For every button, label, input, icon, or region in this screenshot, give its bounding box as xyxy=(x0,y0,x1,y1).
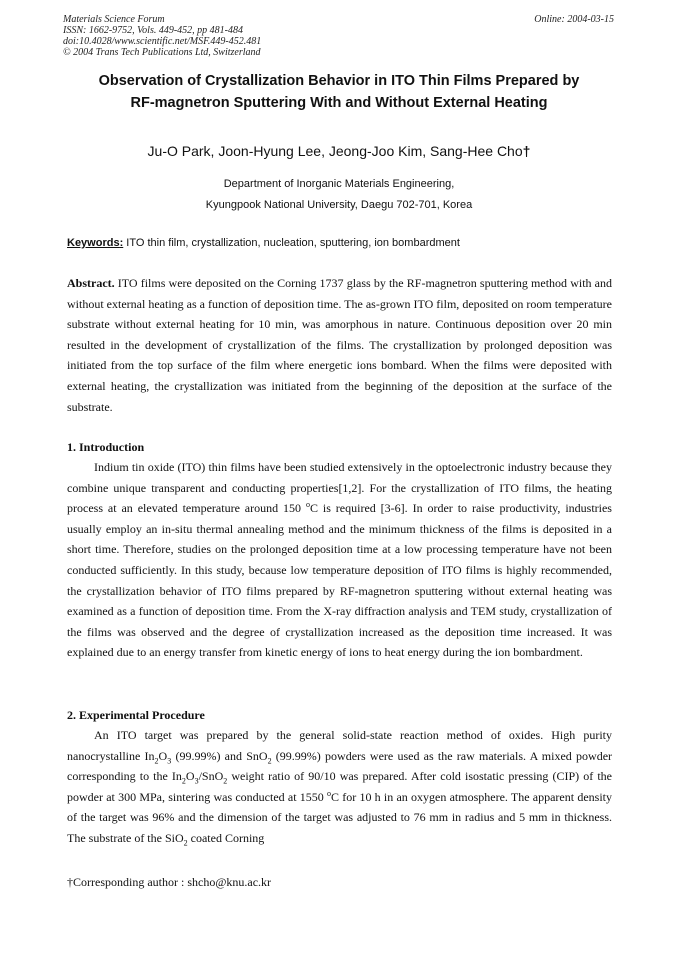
affiliation-line-1: Department of Inorganic Materials Engineering, xyxy=(223,178,455,190)
introduction-paragraph xyxy=(67,457,612,663)
keywords-label-text: Keywords xyxy=(67,237,120,249)
section-heading-introduction: 1. Introduction xyxy=(67,440,145,454)
section-heading-experimental: 2. Experimental Procedure xyxy=(67,708,205,722)
title-line-2: RF-magnetron Sputtering With and Without External Heating xyxy=(130,95,548,111)
keywords-colon: : xyxy=(119,237,124,249)
exp-text: O xyxy=(185,769,195,784)
intro-text-a: Indium tin oxide (ITO) thin films have been studied extensively in the optoelectronic industry because they combine unique transparent and conducting properties[1,2]. For the crystallization of ITO films, the heating process at an elevated temperature around 150 xyxy=(67,460,612,516)
dagger-mark: † xyxy=(522,143,531,159)
journal-name: Materials Science Forum xyxy=(63,14,165,25)
exp-text: coated Corning xyxy=(187,830,265,845)
exp-text: (99.99%) and SnO xyxy=(171,748,268,763)
exp-text: (99.99%) powders were used as the raw materials. A mixed powder corresponding to the In xyxy=(67,748,613,784)
degree-sup: o xyxy=(305,500,310,510)
issn-line: ISSN: 1662-9752, Vols. 449-452, pp 481-484 xyxy=(63,25,243,36)
copyright-line: © 2004 Trans Tech Publications Ltd, Switzerland xyxy=(63,47,261,58)
degree-sup: o xyxy=(327,788,331,798)
title-line-1: Observation of Crystallization Behavior in ITO Thin Films Prepared by xyxy=(98,73,580,89)
exp-text: weight ratio of 90/10 was prepared. After cold isostatic pressing (CIP) of the powder at 300 MPa, sintering was conducted at 1550 xyxy=(67,769,612,804)
footnote xyxy=(67,874,271,890)
abstract-text: ITO films were deposited on the Corning 1737 glass by the RF-magnetron sputtering method with and without external heating as a function of deposition time. The as-grown ITO film, deposited on room temperature substrate without external heating for 10 min, was amorphous in nature. Continuous deposition over 20 min resulted in the development of crystallization of the films. The crystallization by prolonged deposition was initiated from the top surface of the film where energetic ions bombard. When the films were deposited with external heating, the crystallization was initiated from the beginning of the deposition at the surface of the substrate. xyxy=(67,276,612,414)
subscript: 3 xyxy=(194,776,199,786)
affiliation xyxy=(50,174,628,216)
subscript: 2 xyxy=(223,776,228,786)
subscript: 2 xyxy=(181,776,186,786)
subscript: 2 xyxy=(183,838,188,848)
exp-text: C for 10 h in an oxygen atmosphere. The apparent density of the target was 96% and the dimension of the target was adjusted to 76 mm in radius and 5 mm in thickness. The substrate of the SiO xyxy=(67,789,612,845)
journal-header xyxy=(63,14,261,58)
keywords-label xyxy=(67,237,123,249)
subscript: 3 xyxy=(167,755,172,765)
footnote-dagger: † xyxy=(67,875,73,889)
paper-title xyxy=(50,70,628,114)
abstract-label: Abstract. xyxy=(67,276,115,290)
online-date: Online: 2004-03-15 xyxy=(534,14,614,25)
keywords-text: ITO thin film, crystallization, nucleation, sputtering, ion bombardment xyxy=(123,237,460,249)
keywords xyxy=(67,235,622,251)
subscript: 2 xyxy=(154,755,159,765)
exp-text: /SnO xyxy=(198,769,224,784)
doi-link[interactable]: doi:10.4028/www.scientific.net/MSF.449-452.481 xyxy=(63,36,262,47)
exp-text: O xyxy=(158,748,168,763)
authors-text: Ju-O Park, Joon-Hyung Lee, Jeong-Joo Kim, Sang-Hee Cho xyxy=(147,143,523,159)
affiliation-line-2: Kyungpook National University, Daegu 702-701, Korea xyxy=(205,199,473,211)
abstract xyxy=(67,273,612,417)
intro-text-b: C is required [3-6]. In order to raise productivity, industries usually employ an in-situ thermal annealing method and the minimum thickness of the films is deposited in a short time. Therefore, studies on the prolonged deposition time at a low processing temperature have not been conducted sufficiently. In this study, because low temperature deposition of ITO films is highly recommended, the crystallization behavior of ITO films prepared by RF-magnetron sputtering without external heating was examined as a function of deposition time. From the X-ray diffraction analysis and TEM study, crystallization of the films was observed and the degree of crystallization increased as the deposition time increased. It was explained due to an energy transfer from kinetic energy of ions to heat energy during the ion bombardment. xyxy=(67,501,612,660)
subscript: 2 xyxy=(267,755,272,765)
author-list xyxy=(50,142,628,160)
exp-text: An ITO target was prepared by the general solid-state reaction method of oxides. High purity nanocrystalline In xyxy=(67,728,612,763)
experimental-paragraph xyxy=(67,725,612,849)
footnote-text: Corresponding author : shcho@knu.ac.kr xyxy=(73,875,272,889)
